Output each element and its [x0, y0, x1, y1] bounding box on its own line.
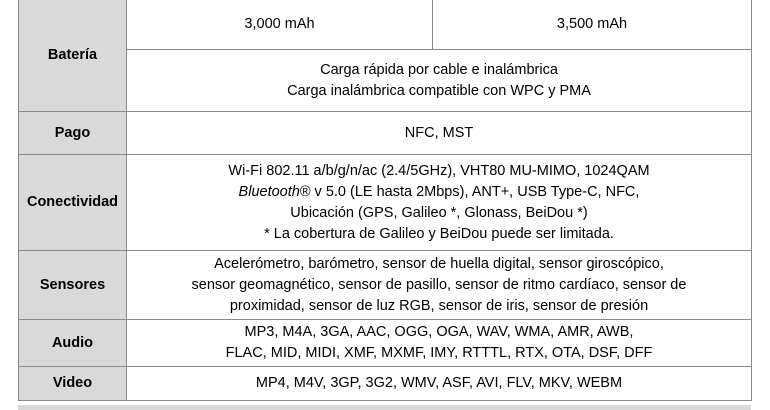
label-sensores: Sensores	[19, 251, 127, 320]
label-bateria: Batería	[19, 0, 127, 112]
row-pago	[19, 112, 752, 155]
row-bateria	[19, 0, 752, 50]
label-conectividad: Conectividad	[19, 155, 127, 251]
conectividad-line-3: Ubicación (GPS, Galileo *, Glonass, BeiDou *)	[290, 204, 588, 221]
label-pago: Pago	[19, 112, 127, 155]
row-audio	[19, 320, 752, 367]
conectividad-line-2-rest: ® v 5.0 (LE hasta 2Mbps), ANT+, USB Type-C, NFC,	[299, 183, 640, 200]
specs-table	[18, 0, 752, 401]
charge-line-2: Carga inalámbrica compatible con WPC y PMA	[287, 82, 591, 99]
row-bateria-charge	[19, 50, 752, 112]
audio-line-1: MP3, M4A, 3GA, AAC, OGG, OGA, WAV, WMA, AMR, AWB,	[244, 324, 634, 340]
conectividad-line-1: Wi-Fi 802.11 a/b/g/n/ac (2.4/5GHz), VHT80 MU-MIMO, 1024QAM	[228, 162, 650, 179]
conectividad-value	[127, 155, 752, 251]
battery-capacity-b: 3,500 mAh	[433, 0, 752, 50]
row-sensores	[19, 251, 752, 320]
row-video	[19, 367, 752, 401]
conectividad-line-2	[133, 182, 745, 203]
pago-value: NFC, MST	[127, 112, 752, 155]
battery-capacity-a: 3,000 mAh	[127, 0, 433, 50]
battery-charging	[127, 50, 752, 112]
sensores-value	[127, 251, 752, 320]
video-value: MP4, M4V, 3GP, 3G2, WMV, ASF, AVI, FLV, MKV, WEBM	[127, 367, 752, 401]
row-conectividad	[19, 155, 752, 251]
sensores-line-3: proximidad, sensor de luz RGB, sensor de iris, sensor de presión	[229, 297, 649, 314]
conectividad-line-4: * La cobertura de Galileo y BeiDou puede ser limitada.	[264, 225, 614, 242]
audio-value	[127, 320, 752, 367]
sensores-line-2: sensor geomagnético, sensor de pasillo, sensor de ritmo cardíaco, sensor de	[191, 276, 687, 293]
sensores-line-1: Acelerómetro, barómetro, sensor de huella digital, sensor giroscópico,	[214, 255, 664, 272]
bluetooth-word: Bluetooth	[238, 183, 300, 200]
charge-line-1: Carga rápida por cable e inalámbrica	[320, 61, 558, 78]
label-audio: Audio	[19, 320, 127, 367]
label-video: Video	[19, 367, 127, 401]
audio-line-2: FLAC, MID, MIDI, XMF, MXMF, IMY, RTTTL, RTX, OTA, DSF, DFF	[225, 345, 653, 361]
bottom-band	[18, 405, 751, 410]
